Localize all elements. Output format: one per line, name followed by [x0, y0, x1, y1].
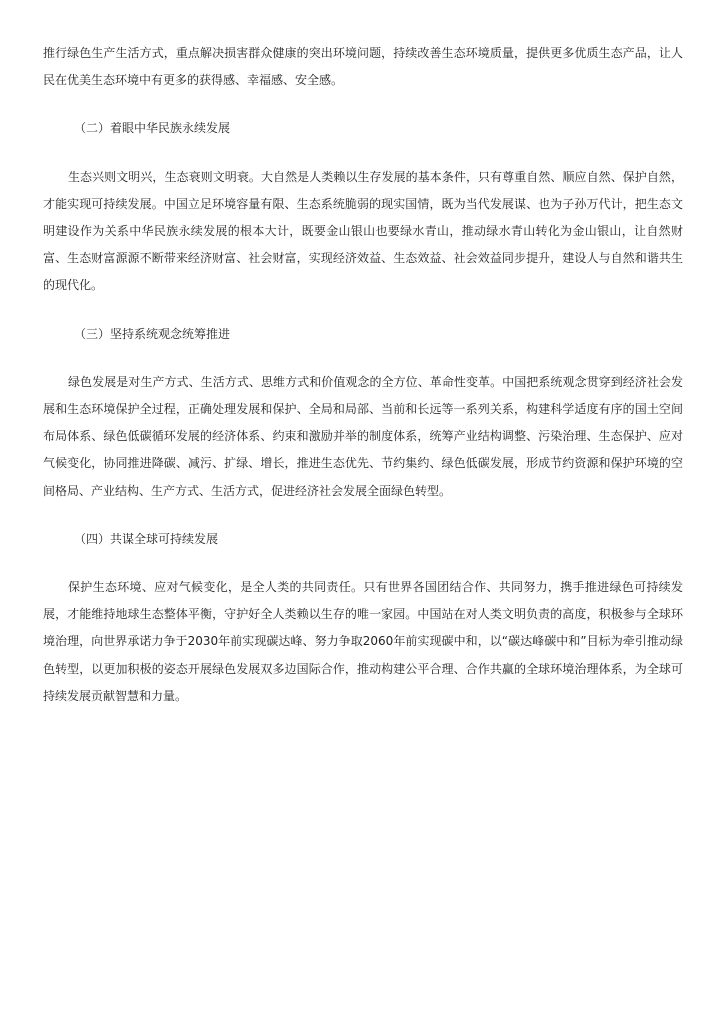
body-paragraph-3: 绿色发展是对生产方式、生活方式、思维方式和价值观念的全方位、革命性变革。中国把系统观念贯穿到经济社会发展和生态环境保护全过程，正确处理发展和保护、全局和局部、当前和长远等一系列关系，构建科学适度有序的国土空间布局体系、绿色低碳循环发展的经济体系、约束和激励并举的制度体系，统筹产业结构调整、污染治理、生态保护、应对气候变化，协同推进降碳、减污、扩绿、增长，推进生态优先、节约集约、绿色低碳发展，形成节约资源和保护环境的空间格局、产业结构、生产方式、生活方式，促进经济社会发展全面绿色转型。: [43, 374, 683, 498]
body-paragraph-2: 生态兴则文明兴，生态衰则文明衰。大自然是人类赖以生存发展的基本条件，只有尊重自然、顺应自然、保护自然，才能实现可持续发展。中国立足环境容量有限、生态系统脆弱的现实国情，既为当代发展谋、也为子孙万代计，把生态文明建设作为关系中华民族永续发展的根本大计，既要金山银山也要绿水青山，推动绿水青山转化为金山银山，让自然财富、生态财富源源不断带来经济财富、社会财富，实现经济效益、生态效益、社会效益同步提升，建设人与自然和谐共生的现代化。: [43, 169, 683, 293]
section-heading-3: （三）坚持系统观念统筹推进: [74, 326, 231, 341]
document-page: [43, 40, 683, 710]
body-paragraph-1: 推行绿色生产生活方式，重点解决损害群众健康的突出环境问题，持续改善生态环境质量，提供更多优质生态产品，让人民在优美生态环境中有更多的获得感、幸福感、安全感。: [43, 46, 683, 88]
section-heading-4: （四）共谋全球可持续发展: [74, 531, 219, 546]
body-paragraph-4: 保护生态环境、应对气候变化，是全人类的共同责任。只有世界各国团结合作、共同努力，携手推进绿色可持续发展，才能维持地球生态整体平衡，守护好全人类赖以生存的唯一家园。中国站在对人类文明负责的高度，积极参与全球环境治理，向世界承诺力争于2030年前实现碳达峰、努力争取2060年前实现碳中和，以“碳达峰碳中和”目标为牵引推动绿色转型，以更加积极的姿态开展绿色发展双多边国际合作，推动构建公平合理、合作共赢的全球环境治理体系，为全球可持续发展贡献智慧和力量。: [43, 580, 683, 703]
section-heading-2: （二）着眼中华民族永续发展: [74, 121, 231, 136]
